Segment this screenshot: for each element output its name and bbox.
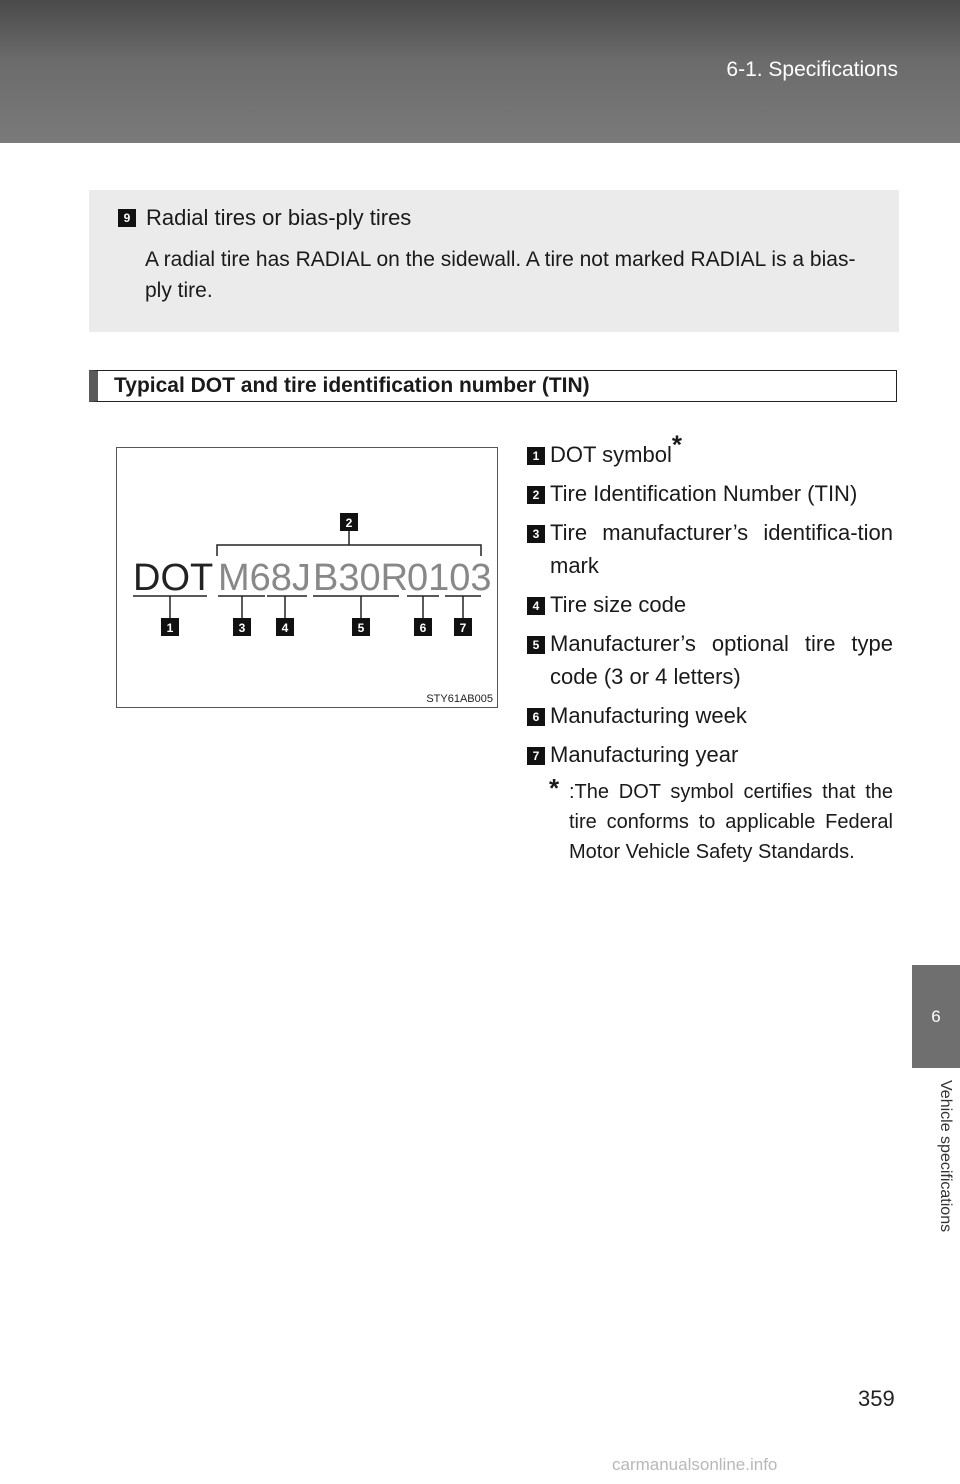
note-title-text: Radial tires or bias-ply tires <box>146 205 412 230</box>
legend-item-text: Tire manufacturer’s identifica-tion mark <box>550 520 893 578</box>
legend-item-text: Manufacturing year <box>550 742 739 767</box>
code-b30r: B30R <box>313 557 409 599</box>
number-3-badge: 3 <box>527 525 545 543</box>
callout-7-label: 7 <box>459 621 467 635</box>
legend-item <box>527 738 893 771</box>
footnote-text: :The DOT symbol certifies that the tire conforms to applicable Federal Motor Vehicle Safety Standards. <box>569 781 893 863</box>
legend-item <box>527 429 893 471</box>
number-5-badge: 5 <box>527 636 545 654</box>
legend-item <box>527 477 893 510</box>
number-4-badge: 4 <box>527 597 545 615</box>
legend-item-text: Manufacturer’s optional tire type code (3 or 4 letters) <box>550 631 893 689</box>
chapter-label: Vehicle specifications <box>937 1080 954 1233</box>
watermark: carmanualsonline.info <box>612 1455 778 1474</box>
code-m68j: M68J <box>218 557 311 599</box>
chapter-tab[interactable]: 6 <box>912 965 960 1068</box>
callout-5-label: 5 <box>357 621 365 635</box>
legend-list <box>527 429 893 867</box>
figure-id: STY61AB005 <box>426 693 493 705</box>
page-number: 359 <box>858 1386 895 1411</box>
number-6-badge: 6 <box>527 708 545 726</box>
note-title <box>118 205 411 231</box>
number-9-badge: 9 <box>118 209 136 227</box>
legend-item-text: Tire Identification Number (TIN) <box>550 481 858 506</box>
tin-bracket <box>217 545 481 556</box>
callout-6-label: 6 <box>419 621 427 635</box>
dot-tin-figure <box>116 447 498 708</box>
section-heading <box>89 370 897 402</box>
legend-item <box>527 699 893 732</box>
number-2-badge: 2 <box>527 486 545 504</box>
legend-item-text: Manufacturing week <box>550 703 747 728</box>
callout-2-label: 2 <box>345 516 353 530</box>
legend-item <box>527 588 893 621</box>
code-dot: DOT <box>133 557 214 599</box>
footnote <box>527 773 893 867</box>
section-heading-text: Typical DOT and tire identification number (TIN) <box>114 374 590 397</box>
callout-3-label: 3 <box>238 621 246 635</box>
dot-tin-diagram <box>117 448 499 709</box>
callout-4-label: 4 <box>281 621 289 635</box>
number-7-badge: 7 <box>527 747 545 765</box>
section-reference: 6-1. Specifications <box>726 58 898 81</box>
legend-item <box>527 516 893 582</box>
code-0103: 0103 <box>407 557 492 599</box>
asterisk-marker: * <box>671 429 682 460</box>
legend-item-text: DOT symbol <box>550 442 672 467</box>
footnote-asterisk: * <box>549 773 560 803</box>
number-1-badge: 1 <box>527 447 545 465</box>
legend-item-text: Tire size code <box>550 592 687 617</box>
legend-item <box>527 627 893 693</box>
callout-1-label: 1 <box>166 621 174 635</box>
note-body: A radial tire has RADIAL on the sidewall. A tire not marked RADIAL is a bias-ply tire. <box>145 248 856 302</box>
